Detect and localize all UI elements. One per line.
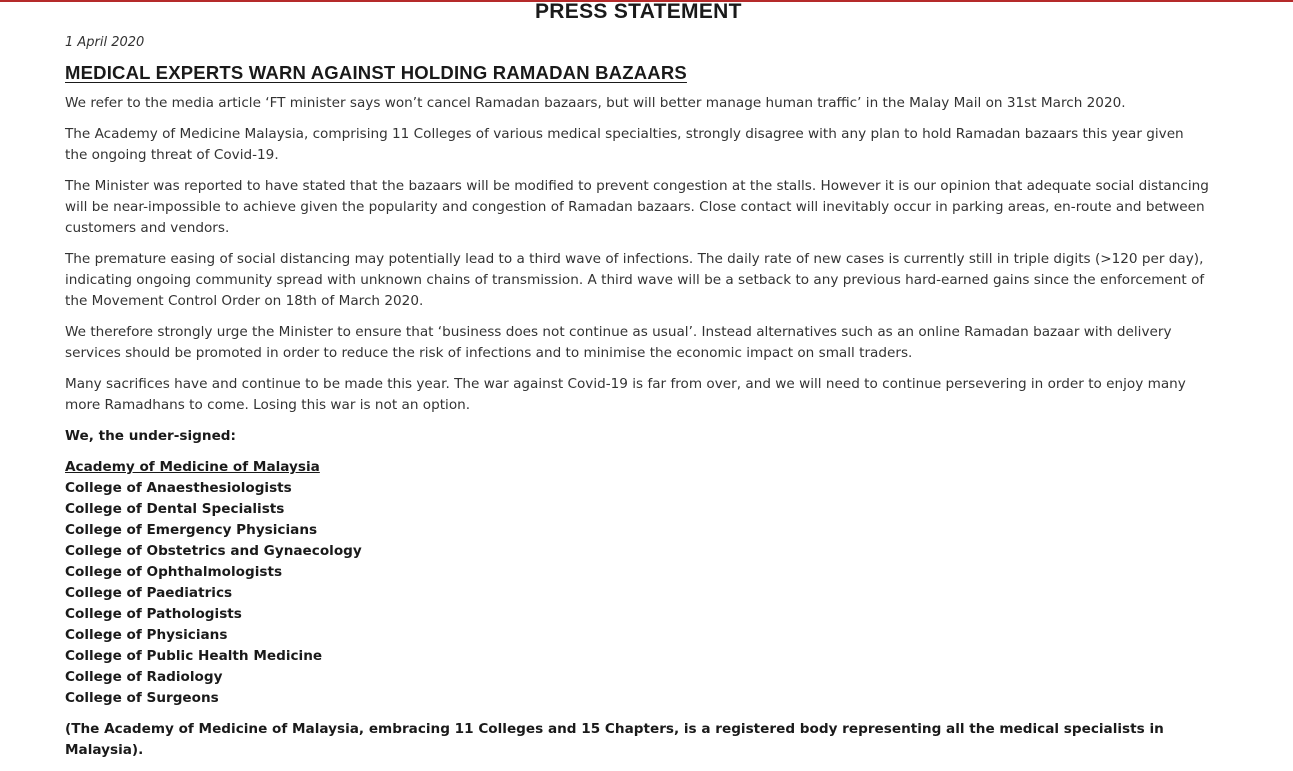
signatory-college: College of Anaesthesiologists	[65, 480, 292, 496]
paragraph-third-wave: The premature easing of social distancing may potentially lead to a third wave of infections. The daily rate of new cases is currently still in triple digits (>120 per day), indicating ongoing community spread with unknown chains of transmission. A third wave will be a setback to any previous hard-earned gains since the enforcement of the Movement Control Order on 18th of March 2020.	[65, 251, 1205, 309]
statement-headline: MEDICAL EXPERTS WARN AGAINST HOLDING RAMADAN BAZAARS	[65, 62, 687, 83]
signatory-college: College of Surgeons	[65, 690, 219, 706]
paragraph-urge-minister: We therefore strongly urge the Minister to ensure that ‘business does not continue as usual’. Instead alternatives such as an online Ramadan bazaar with delivery services should be promoted in order to reduce the risk of infections and to minimise the economic impact on small traders.	[65, 324, 1172, 361]
signatory-college: College of Pathologists	[65, 606, 242, 622]
statement-date: 1 April 2020	[65, 35, 145, 50]
signatory-college: College of Obstetrics and Gynaecology	[65, 543, 362, 559]
signatory-college: College of Radiology	[65, 669, 223, 685]
academy-footer-note: (The Academy of Medicine of Malaysia, embracing 11 Colleges and 15 Chapters, is a registered body representing all the medical specialists in Malaysia).	[65, 721, 1164, 758]
signatory-college: College of Ophthalmologists	[65, 564, 283, 580]
signatory-college: College of Paediatrics	[65, 585, 233, 601]
statement-body	[65, 93, 1210, 771]
paragraph-academy-position: The Academy of Medicine Malaysia, comprising 11 Colleges of various medical specialties, strongly disagree with any plan to hold Ramadan bazaars this year given the ongoing threat of Covid-19.	[65, 126, 1184, 163]
paragraph-media-reference: We refer to the media article ‘FT minister says won’t cancel Ramadan bazaars, but will better manage human traffic’ in the Malay Mail on 31st March 2020.	[65, 95, 1126, 111]
undersigned-intro: We, the under-signed:	[65, 428, 236, 444]
page-title: PRESS STATEMENT	[535, 0, 742, 23]
paragraph-sacrifices: Many sacrifices have and continue to be made this year. The war against Covid-19 is far from over, and we will need to continue persevering in order to enjoy many more Ramadhans to come. Losing this war is not an option.	[65, 376, 1186, 413]
signatory-college: College of Physicians	[65, 627, 228, 643]
signatory-list	[65, 457, 1210, 709]
signatory-college: College of Emergency Physicians	[65, 522, 318, 538]
signatory-college: College of Public Health Medicine	[65, 648, 323, 664]
paragraph-minister-statement: The Minister was reported to have stated that the bazaars will be modified to prevent congestion at the stalls. However it is our opinion that adequate social distancing will be near-impossible to achieve given the popularity and congestion of Ramadan bazaars. Close contact will inevitably occur in parking areas, en-route and between customers and vendors.	[65, 178, 1209, 236]
signatory-college: College of Dental Specialists	[65, 501, 285, 517]
signatory-academy: Academy of Medicine of Malaysia	[65, 459, 320, 475]
